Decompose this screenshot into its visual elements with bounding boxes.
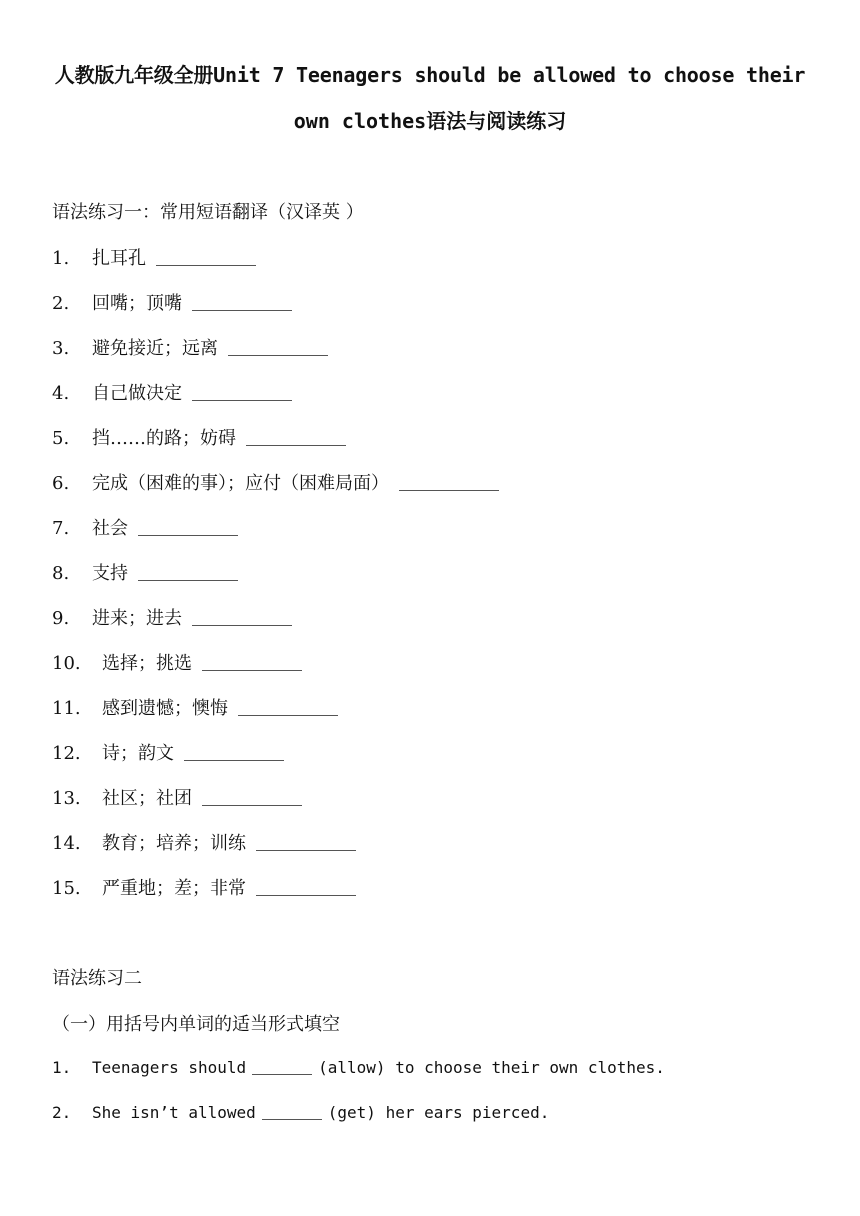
answer-blank[interactable]	[202, 652, 302, 671]
answer-blank[interactable]	[246, 427, 346, 446]
list-item: 1. 扎耳孔	[52, 244, 256, 270]
title-line-2: own clothes语法与阅读练习	[293, 109, 567, 133]
list-item: 6. 完成（困难的事）；应付（困难局面）	[52, 469, 499, 495]
answer-blank[interactable]	[138, 517, 238, 536]
list-item: 14. 教育；培养；训练	[52, 829, 356, 855]
answer-blank[interactable]	[252, 1056, 312, 1075]
answer-blank[interactable]	[192, 292, 292, 311]
answer-blank[interactable]	[399, 472, 499, 491]
answer-blank[interactable]	[228, 337, 328, 356]
answer-blank[interactable]	[238, 697, 338, 716]
list-item: 15. 严重地；差；非常	[52, 874, 356, 900]
list-item: 2. 回嘴；顶嘴	[52, 289, 292, 315]
list-item: 12. 诗；韵文	[52, 739, 284, 765]
answer-blank[interactable]	[192, 382, 292, 401]
list-item: 8. 支持	[52, 559, 238, 585]
list-item: 13. 社区；社团	[52, 784, 302, 810]
exercise-item: 2. She isn’t allowed (get) her ears pierced.	[52, 1103, 550, 1122]
list-item: 7. 社会	[52, 514, 238, 540]
answer-blank[interactable]	[138, 562, 238, 581]
document-title	[40, 52, 820, 144]
list-item: 3. 避免接近；远离	[52, 334, 328, 360]
title-line-1: 人教版九年级全册Unit 7 Teenagers should be allowed to choose their	[54, 63, 806, 87]
answer-blank[interactable]	[192, 607, 292, 626]
list-item: 10. 选择；挑选	[52, 649, 302, 675]
answer-blank[interactable]	[184, 742, 284, 761]
list-item: 5. 挡……的路；妨碍	[52, 424, 346, 450]
section2-heading: 语法练习二	[52, 968, 142, 989]
answer-blank[interactable]	[202, 787, 302, 806]
answer-blank[interactable]	[256, 877, 356, 896]
answer-blank[interactable]	[156, 247, 256, 266]
list-item: 4. 自己做决定	[52, 379, 292, 405]
list-item: 11. 感到遗憾；懊悔	[52, 694, 338, 720]
answer-blank[interactable]	[262, 1101, 322, 1120]
exercise-item: 1. Teenagers should (allow) to choose their own clothes.	[52, 1058, 665, 1077]
section1-heading: 语法练习一：常用短语翻译（汉译英 ）	[52, 202, 364, 223]
section2-subheading: （一）用括号内单词的适当形式填空	[52, 1014, 340, 1035]
list-item: 9. 进来；进去	[52, 604, 292, 630]
answer-blank[interactable]	[256, 832, 356, 851]
